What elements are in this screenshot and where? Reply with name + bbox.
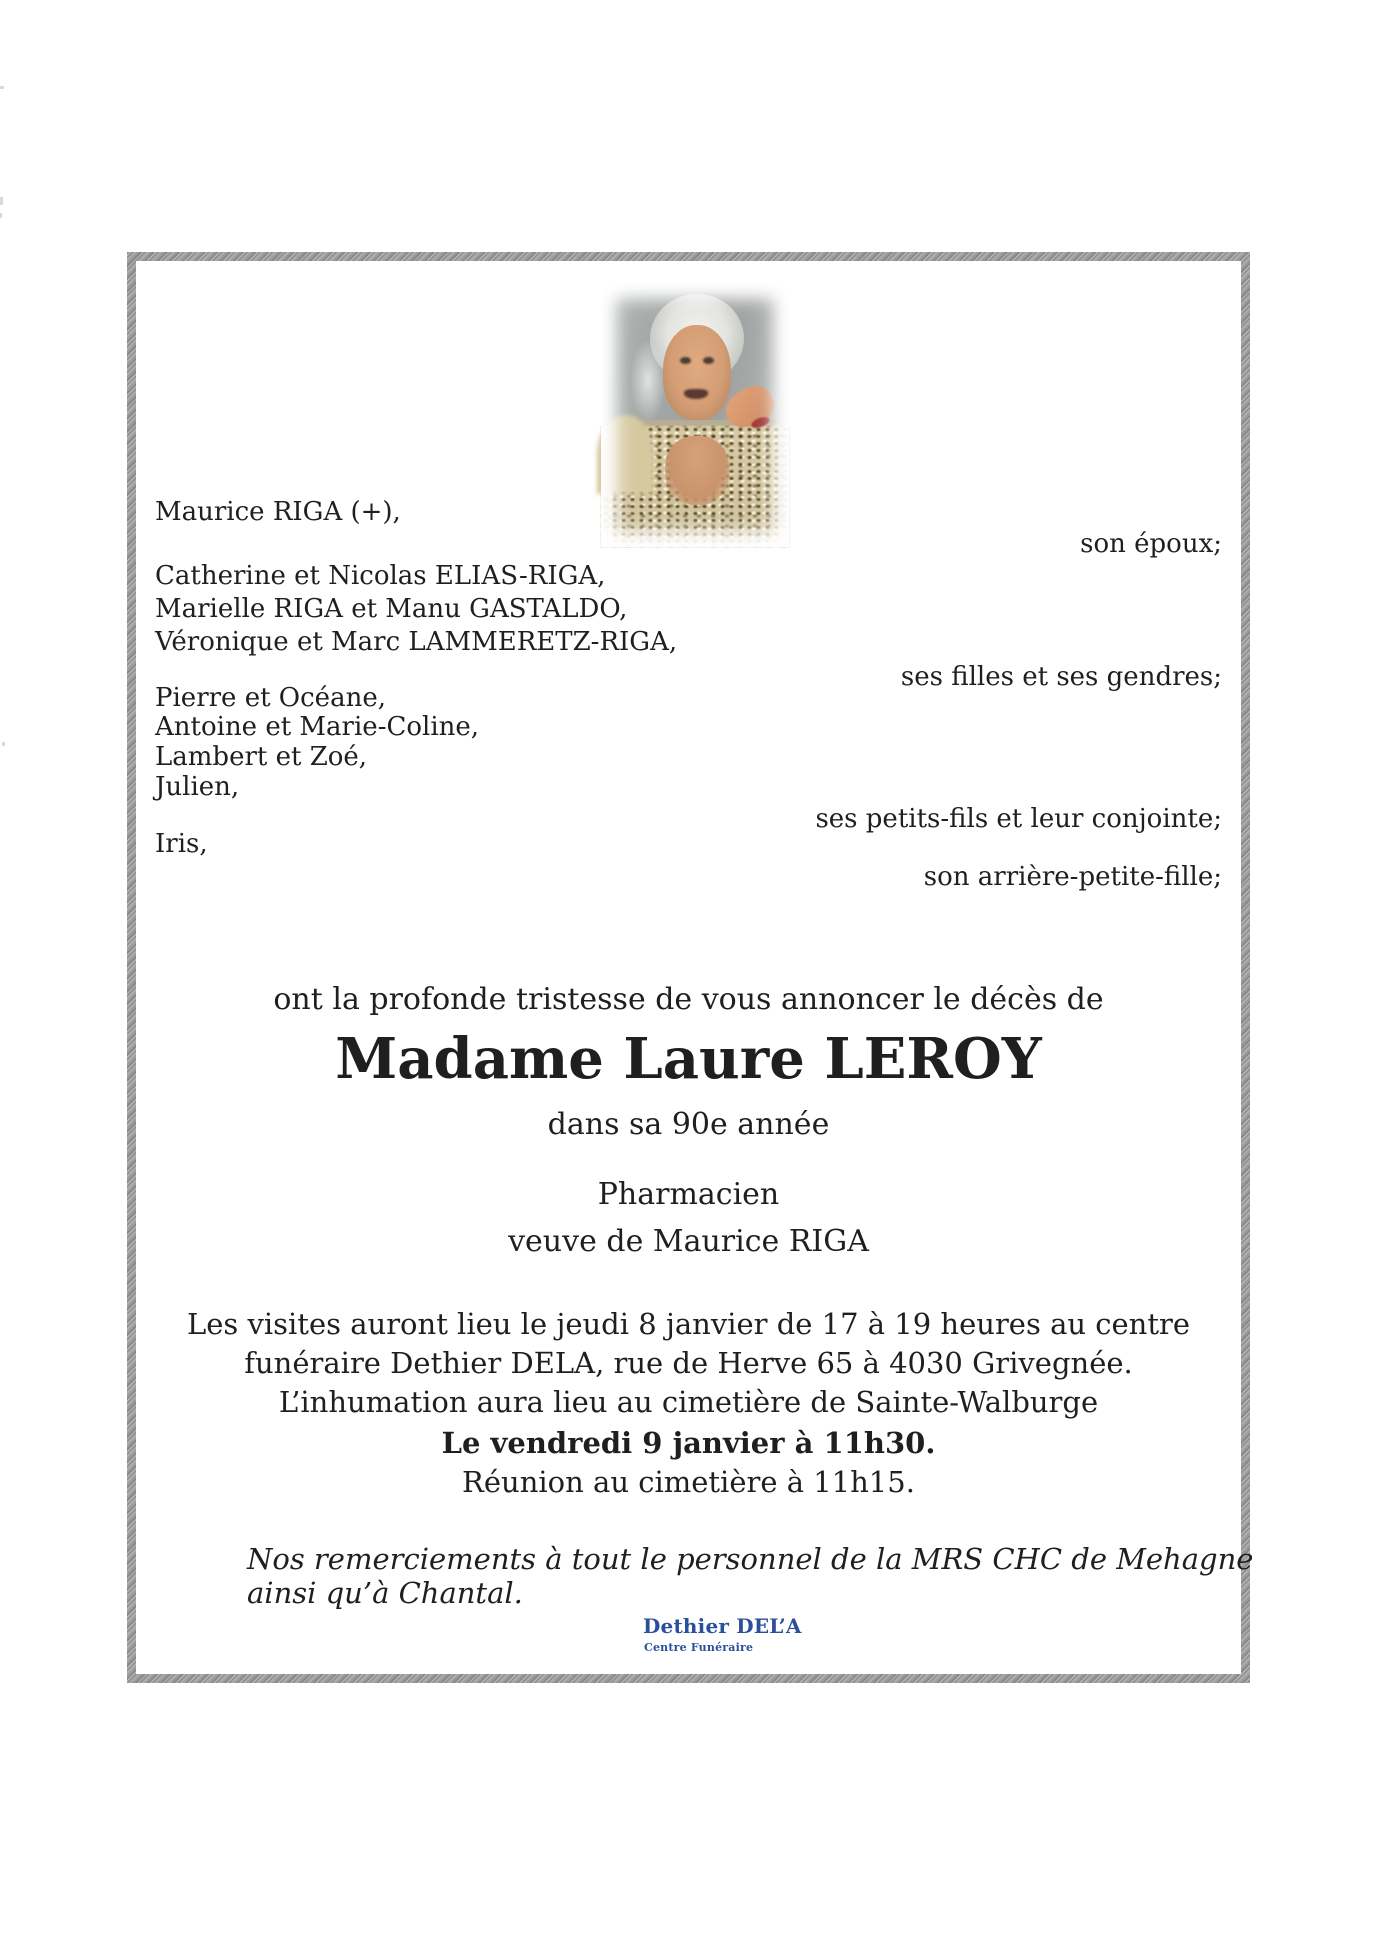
visits-line-1: Les visites auront lieu le jeudi 8 janvier de 17 à 19 heures au centre (186, 1307, 1191, 1341)
relation-label-great-granddaughter: son arrière-petite-fille; (923, 862, 1222, 892)
relation-label-grandsons: ses petits-fils et leur conjointe; (815, 804, 1222, 834)
thanks-line-1: Nos remerciements à tout le personnel de la MRS CHC de Mehagne (247, 1542, 1254, 1576)
grandson-line-1: Pierre et Océane, (155, 683, 386, 713)
relation-label-daughters: ses filles et ses gendres; (900, 662, 1222, 692)
burial-line: L’inhumation aura lieu au cimetière de Sainte-Walburge (278, 1385, 1099, 1419)
husband-name-line: Maurice RIGA (+), (155, 497, 401, 527)
daughter-line-2: Marielle RIGA et Manu GASTALDO, (155, 594, 628, 624)
scan-artifact (0, 213, 2, 218)
thanks-line-2: ainsi qu’à Chantal. (247, 1576, 523, 1610)
great-granddaughter-line: Iris, (155, 829, 208, 859)
visits-line-2: funéraire Dethier DELA, rue de Herve 65 à 4030 Grivegnée. (244, 1346, 1133, 1380)
scan-artifact (0, 86, 4, 89)
widow-line: veuve de Maurice RIGA (508, 1224, 869, 1259)
grandson-line-4: Julien, (155, 772, 240, 802)
grandson-line-2: Antoine et Marie-Coline, (155, 712, 480, 742)
deceased-name: Madame Laure LEROY (335, 1026, 1042, 1092)
photo-faded-edges (601, 283, 789, 547)
portrait-photo (601, 283, 789, 547)
profession-line: Pharmacien (597, 1177, 780, 1212)
daughter-line-1: Catherine et Nicolas ELIAS-RIGA, (155, 561, 606, 591)
scan-artifact (0, 197, 3, 205)
announcement-intro: ont la profonde tristesse de vous annoncer le décès de (273, 982, 1104, 1017)
scan-artifact (2, 742, 5, 746)
funeral-home-subtitle: Centre Funéraire (644, 1641, 754, 1654)
age-line: dans sa 90e année (547, 1107, 830, 1142)
daughter-line-3: Véronique et Marc LAMMERETZ-RIGA, (155, 627, 678, 657)
burial-date-line: Le vendredi 9 janvier à 11h30. (441, 1426, 936, 1460)
meeting-line: Réunion au cimetière à 11h15. (462, 1465, 915, 1499)
relation-label-spouse: son époux; (1080, 529, 1222, 559)
grandson-line-3: Lambert et Zoé, (155, 742, 368, 772)
funeral-home-logo: Dethier DEL’A (643, 1614, 802, 1638)
